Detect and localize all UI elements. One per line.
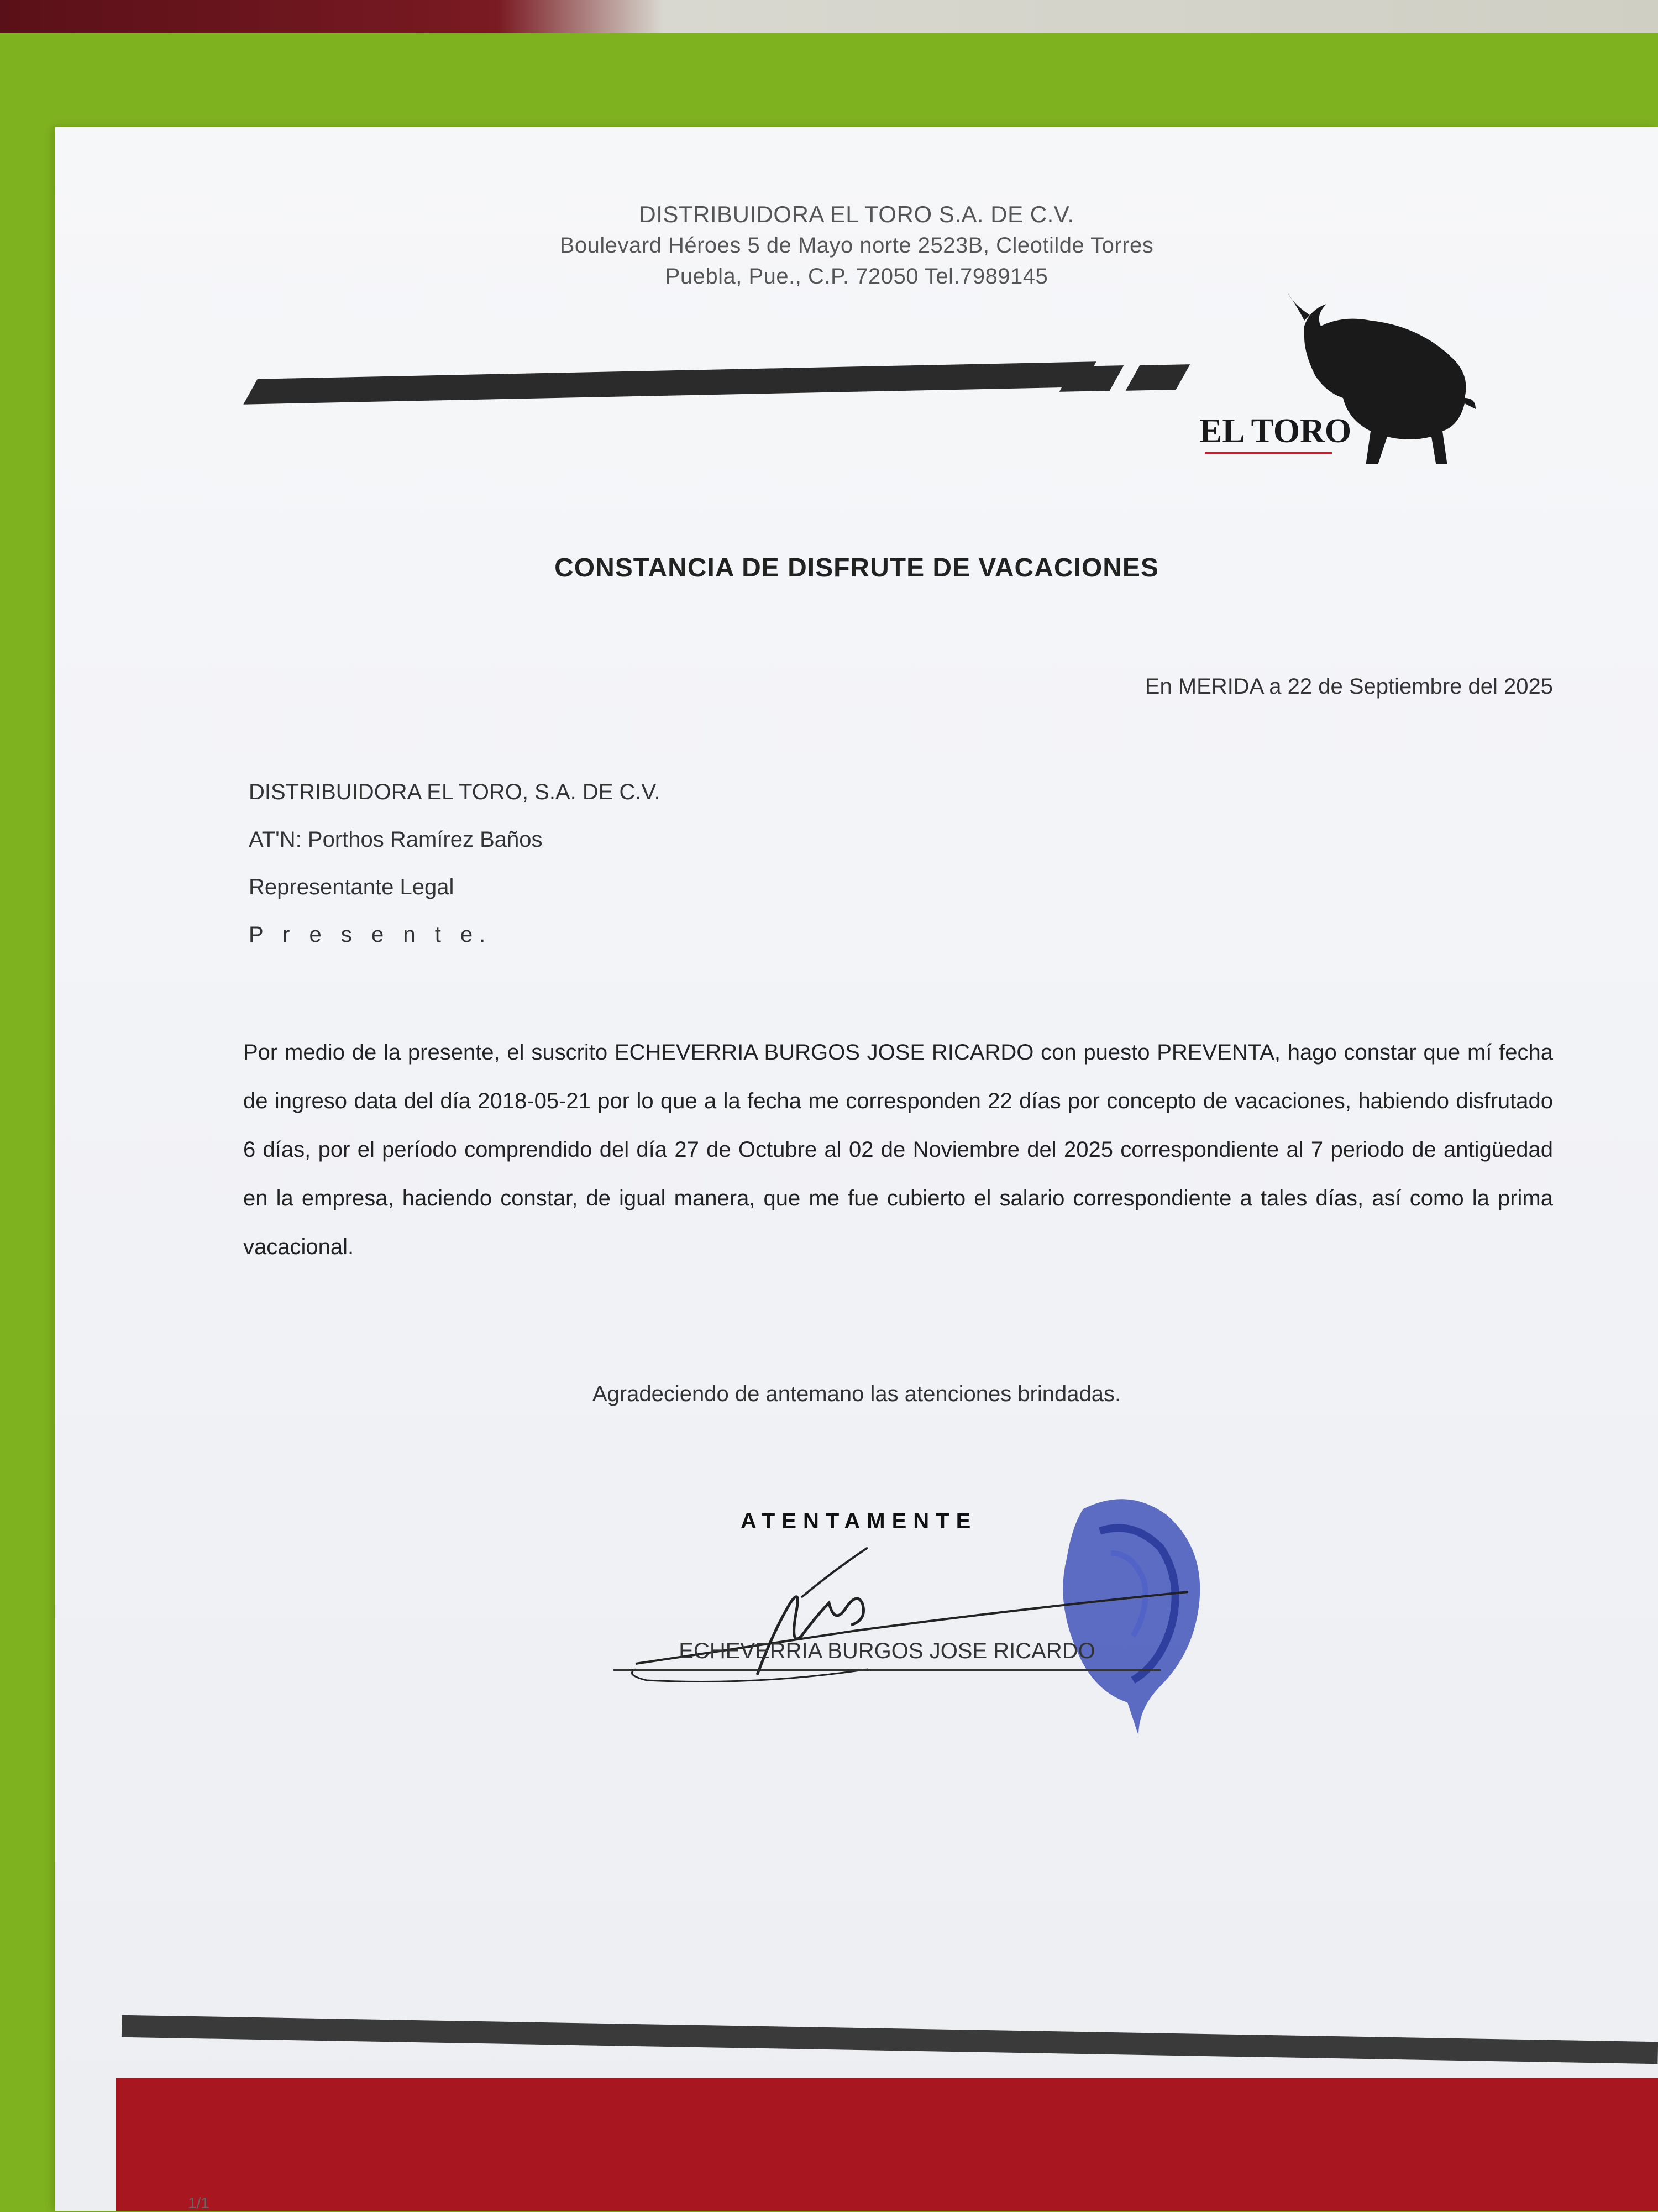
- place-date: En MERIDA a 22 de Septiembre del 2025: [1145, 674, 1553, 699]
- background-top-edge: [0, 0, 1658, 66]
- page-number: 1/1: [188, 2194, 209, 2211]
- footer-red-band: [116, 2078, 1658, 2211]
- header-stripe: [243, 361, 1096, 404]
- letterhead-address-line2: Puebla, Pue., C.P. 72050 Tel.7989145: [665, 264, 1048, 289]
- recipient-attention: AT'N: Porthos Ramírez Baños: [249, 827, 543, 852]
- thanks-line: Agradeciendo de antemano las atenciones brindadas.: [592, 1382, 1121, 1406]
- body-paragraph: Por medio de la presente, el suscrito ECHEVERRIA BURGOS JOSE RICARDO con puesto PREVENTA, hago constar que mí fecha de ingreso data del día 2018-05-21 por lo que a la fecha me corresponden 22 días por concepto de vacaciones, habiendo disfrutado 6 días, por el período comprendido del día 27 de Octubre al 02 de Noviembre del 2025 correspondiente al 7 periodo de antigüedad en la empresa, haciendo constar, de igual manera, que me fue cubierto el salario correspondiente a tales días, así como la prima vacacional.: [243, 1040, 1553, 1259]
- letterhead-company: DISTRIBUIDORA EL TORO S.A. DE C.V.: [639, 201, 1074, 227]
- logo-text: EL TORO: [1199, 412, 1352, 450]
- header-stripe-segment: [1126, 364, 1190, 391]
- document-sheet: [55, 127, 1658, 2211]
- letterhead-address-line1: Boulevard Héroes 5 de Mayo norte 2523B, Cleotilde Torres: [559, 233, 1154, 258]
- recipient-role: Representante Legal: [249, 875, 454, 899]
- recipient-presente: P r e s e n t e.: [249, 922, 492, 947]
- footer-stripe: [122, 2015, 1658, 2064]
- signer-name: ECHEVERRIA BURGOS JOSE RICARDO: [613, 1639, 1161, 1671]
- document-title: CONSTANCIA DE DISFRUTE DE VACACIONES: [554, 553, 1159, 583]
- recipient-block: [249, 768, 660, 958]
- company-logo: [1194, 293, 1503, 464]
- letterhead: [55, 199, 1658, 292]
- closing-atentamente: ATENTAMENTE: [741, 1509, 978, 1533]
- bull-icon: [1194, 293, 1503, 464]
- handwritten-signature: [619, 1537, 1199, 1702]
- recipient-company: DISTRIBUIDORA EL TORO, S.A. DE C.V.: [249, 780, 660, 804]
